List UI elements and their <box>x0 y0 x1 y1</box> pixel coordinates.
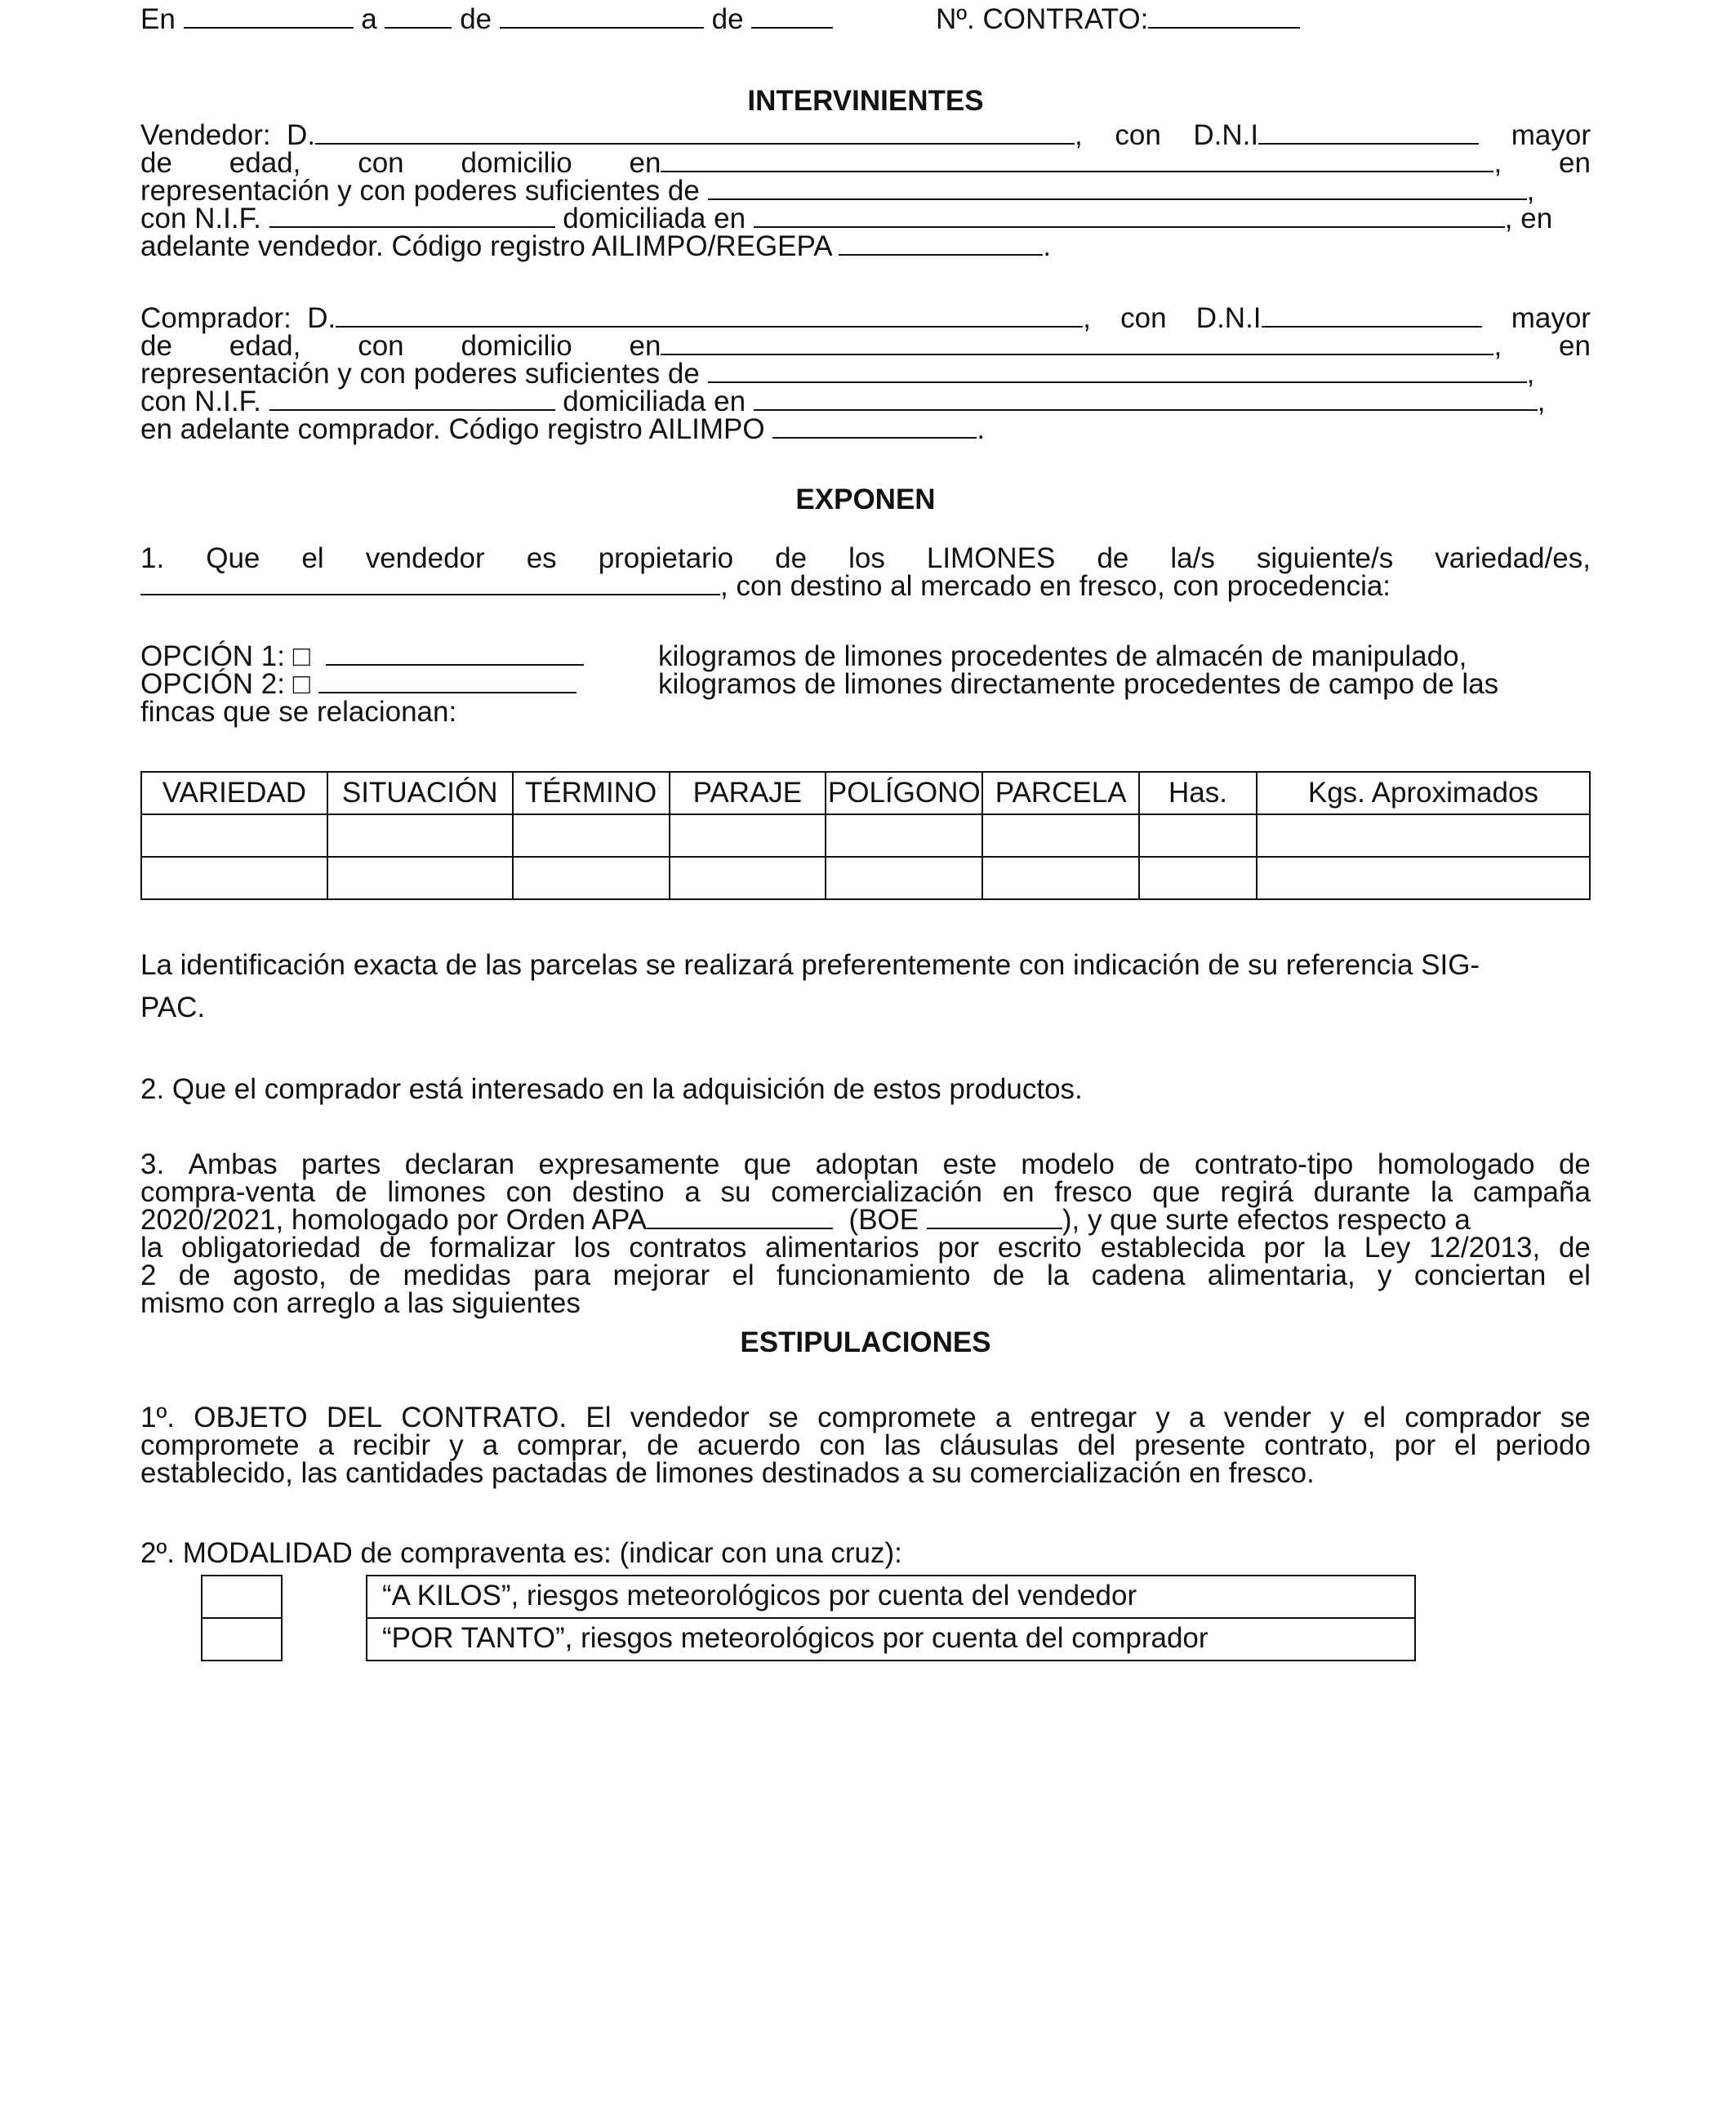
word: , en <box>1504 203 1553 234</box>
estipulacion-1-word: el <box>1453 1429 1477 1461</box>
column-header-situacion: SITUACIÓN <box>327 772 513 814</box>
contract-number-blank[interactable] <box>1148 6 1300 29</box>
exponen-p3-word: de <box>349 1259 381 1291</box>
exponen-p1-word: de <box>1097 542 1129 574</box>
exponen-p1-word: es <box>526 542 557 574</box>
exponen-p3-word: de <box>379 1232 412 1264</box>
estipulacion-1-word: se <box>768 1402 799 1433</box>
exponen-p3-word: partes <box>301 1148 381 1180</box>
date-month-name-blank[interactable] <box>500 6 704 29</box>
opcion-1-label-line <box>140 642 584 671</box>
exponen-p1-word: Que <box>206 542 260 574</box>
efectos-text: ), y que surte efectos respecto a <box>1062 1204 1471 1236</box>
estipulacion-1-word: periodo <box>1495 1429 1591 1461</box>
destino-text: , con destino al mercado en fresco, con procedencia: <box>720 570 1391 602</box>
exponen-p3-word: declaran <box>404 1148 515 1180</box>
comprador-line-1 <box>140 304 1591 333</box>
contract-number-label: Nº. CONTRATO: <box>936 3 1149 35</box>
exponen-p3-line-5 <box>140 1261 1591 1291</box>
exponen-p3-word: formalizar <box>430 1232 555 1264</box>
comprador-name-blank[interactable] <box>336 305 1083 328</box>
table-cell[interactable] <box>513 857 670 899</box>
exponen-p3-word: mejorar <box>612 1259 710 1291</box>
exponen-p3-word: para <box>533 1259 591 1291</box>
comprador-label: Comprador: <box>140 302 292 334</box>
exponen-p3-word: limones <box>387 1176 486 1208</box>
word: de <box>140 330 172 362</box>
representacion-text: representación y con poderes suficientes de <box>140 358 700 390</box>
exponen-p3-word: comercialización <box>771 1176 982 1208</box>
comprador-line-2 <box>140 332 1591 361</box>
exponen-p3-word: alimentarios <box>764 1232 919 1264</box>
representacion-text: representación y con poderes suficientes de <box>140 175 700 207</box>
header-de-2: de <box>711 3 744 35</box>
table-cell[interactable] <box>141 857 327 899</box>
exponen-p3-word: alimentaria, <box>1207 1259 1355 1291</box>
column-header-has: Has. <box>1139 772 1257 814</box>
exponen-p3-word: establecida <box>1100 1232 1245 1264</box>
sigpac-line-2: PAC. <box>140 992 206 1023</box>
comma: , <box>1075 119 1083 151</box>
exponen-p3-line-6: mismo con arreglo a las siguientes <box>140 1287 581 1319</box>
exponen-p1-word: el <box>301 542 324 574</box>
mayor-word: mayor <box>1511 119 1591 151</box>
exponen-p3-word: contrato-tipo <box>1194 1148 1354 1180</box>
table-cell[interactable] <box>670 814 826 857</box>
exponen-p1-word: LIMONES <box>926 542 1056 574</box>
vendedor-line-1 <box>140 121 1591 150</box>
word: con <box>358 147 404 179</box>
exponen-p3-word: por <box>937 1232 979 1264</box>
modalidad-a-kilos-label: “A KILOS”, riesgos meteorológicos por cuenta del vendedor <box>366 1575 1416 1619</box>
exponen-p1-word: la/s <box>1170 542 1215 574</box>
exponen-p1-word: variedad/es, <box>1435 542 1591 574</box>
modalidad-por-tanto-checkbox[interactable] <box>201 1617 283 1661</box>
header-de: de <box>460 3 492 35</box>
opcion-2-label-line <box>140 670 576 699</box>
comprador-registro-blank[interactable] <box>772 416 977 439</box>
opcion-1-kg-blank[interactable] <box>326 643 584 666</box>
table-cell[interactable] <box>1139 857 1257 899</box>
exponen-p1-word: de <box>775 542 808 574</box>
table-cell[interactable] <box>513 814 670 857</box>
word: en <box>629 330 661 362</box>
estipulacion-1-word: de <box>647 1429 679 1461</box>
vendedor-line-2 <box>140 149 1591 178</box>
estipulacion-1-line-2 <box>140 1431 1591 1460</box>
con-word: con <box>1115 119 1161 151</box>
vendedor-nif-blank[interactable] <box>269 205 555 228</box>
exponen-p3-line-3 <box>140 1206 1591 1235</box>
exponen-p3-word: funcionamiento <box>777 1259 971 1291</box>
exponen-p3-word: destino <box>572 1176 665 1208</box>
exponen-p3-word: el <box>732 1259 754 1291</box>
word: en <box>1559 147 1591 179</box>
estipulacion-1-word: DEL <box>326 1402 382 1433</box>
comprador-nif-blank[interactable] <box>269 388 555 411</box>
estipulacion-1-word: con <box>819 1429 866 1461</box>
estipulacion-1-word: recibir <box>352 1429 431 1461</box>
exponen-p3-word: 2 <box>140 1259 157 1291</box>
exponen-p3-word: adoptan <box>815 1148 919 1180</box>
vendedor-registro-blank[interactable] <box>839 233 1043 256</box>
exponen-p2: 2. Que el comprador está interesado en la adquisición de estos productos. <box>140 1073 1083 1105</box>
estipulacion-1-word: OBJETO <box>194 1402 308 1433</box>
comma: , <box>1493 330 1502 362</box>
table-cell[interactable] <box>1257 857 1590 899</box>
opcion-2-continuation: fincas que se relacionan: <box>140 696 457 728</box>
exponen-p3-word: conciertan <box>1413 1259 1547 1291</box>
variedades-blank[interactable] <box>140 573 720 595</box>
exponen-p1-word: 1. <box>140 542 165 574</box>
table-cell[interactable] <box>982 857 1139 899</box>
exponen-p3-line-2 <box>140 1178 1591 1207</box>
vendedor-line-5: adelante vendedor. Código registro AILIMPO/REGEPA . <box>140 230 1052 262</box>
exponen-p3-word: que <box>743 1148 792 1180</box>
exponen-p3-word: de <box>335 1176 367 1208</box>
exponen-p3-word: el <box>1568 1259 1591 1291</box>
exponen-p3-word: de <box>1138 1148 1171 1180</box>
estipulacion-1-word: comprador <box>1404 1402 1542 1433</box>
column-header-paraje: PARAJE <box>670 772 826 814</box>
contract-number <box>936 5 1300 34</box>
estipulacion-1-word: se <box>1560 1402 1591 1433</box>
comprador-line-5: en adelante comprador. Código registro AILIMPO . <box>140 413 986 445</box>
exponen-p3-word: por <box>1263 1232 1306 1264</box>
column-header-kgs: Kgs. Aproximados <box>1257 772 1590 814</box>
exponen-p3-line-1 <box>140 1150 1591 1179</box>
vendedor-line-3: representación y con poderes suficientes de , <box>140 175 1535 207</box>
mayor-word: mayor <box>1511 302 1591 334</box>
estipulacion-1-word: compromete <box>817 1402 977 1433</box>
exponen-p3-word: con <box>505 1176 553 1208</box>
vendedor-domicilio-blank[interactable] <box>661 149 1493 172</box>
modalidad-por-tanto-label: “POR TANTO”, riesgos meteorológicos por cuenta del comprador <box>366 1617 1416 1661</box>
vendedor-line-4 <box>140 204 1591 234</box>
word: en <box>1559 330 1591 362</box>
table-cell[interactable] <box>1139 814 1257 857</box>
opcion-1-label: OPCIÓN 1: □ <box>140 640 310 672</box>
exponen-p3-word: en <box>1002 1176 1035 1208</box>
opcion-2-text: kilogramos de limones directamente procedentes de campo de las <box>658 668 1499 700</box>
domiciliada-label: domiciliada en <box>563 386 746 417</box>
comma: , <box>1493 147 1502 179</box>
exponen-p3-word: su <box>720 1176 751 1208</box>
estipulacion-1-word: vendedor <box>630 1402 750 1433</box>
comprador-line-4: con N.I.F. domiciliada en , <box>140 386 1546 417</box>
modalidad-a-kilos-checkbox[interactable] <box>201 1575 283 1619</box>
table-cell[interactable] <box>826 857 982 899</box>
table-cell[interactable] <box>982 814 1139 857</box>
estipulacion-1-line-1 <box>140 1403 1591 1433</box>
estipulacion-1-word: vender <box>1223 1402 1311 1433</box>
exponen-p3-word: cadena <box>1091 1259 1186 1291</box>
estipulacion-1-word: CONTRATO. <box>401 1402 568 1433</box>
boe-blank[interactable] <box>927 1206 1062 1229</box>
table-cell[interactable] <box>1257 814 1590 857</box>
date-year-blank[interactable] <box>751 6 833 29</box>
exponen-p3-word: a <box>684 1176 701 1208</box>
table-cell[interactable] <box>141 814 327 857</box>
word: en <box>629 147 661 179</box>
date-day-blank[interactable] <box>184 6 354 29</box>
estipulacion-1-word: a <box>318 1429 334 1461</box>
exponen-p3-word: de <box>1558 1148 1591 1180</box>
exponen-p1-word: propietario <box>598 542 734 574</box>
estipulacion-1-word: las <box>884 1429 921 1461</box>
exponen-p3-word: 12/2013, <box>1428 1232 1541 1264</box>
table-cell[interactable] <box>327 857 513 899</box>
exponen-p3-word: de <box>178 1259 211 1291</box>
table-header-row <box>141 772 1590 814</box>
estipulacion-2: 2º. MODALIDAD de compraventa es: (indicar con una cruz): <box>140 1537 902 1569</box>
exponen-p3-word: medidas <box>403 1259 511 1291</box>
exponen-p3-word: de <box>1558 1232 1591 1264</box>
estipulacion-1-word: El <box>585 1402 612 1433</box>
exponen-p1-line-2 <box>140 572 1391 601</box>
boe-label: (BOE <box>848 1204 919 1236</box>
exponen-p3-word: campaña <box>1472 1176 1591 1208</box>
opcion-2-label: OPCIÓN 2: □ <box>140 668 310 700</box>
exponen-p3-word: contratos <box>629 1232 747 1264</box>
exponen-p3-word: los <box>573 1232 611 1264</box>
table-row <box>141 857 1590 899</box>
estipulacion-1-word: a <box>482 1429 499 1461</box>
parcelas-table <box>140 771 1591 900</box>
estipulacion-1-word: entregar <box>1030 1402 1137 1433</box>
comma: , <box>1083 302 1091 334</box>
exponen-p3-word: la <box>1431 1176 1453 1208</box>
exponen-p3-word: expresamente <box>538 1148 720 1180</box>
exponen-p3-word: y <box>1378 1259 1392 1291</box>
exponen-p3-word: Ambas <box>188 1148 278 1180</box>
vendedor-domiciliada-blank[interactable] <box>754 205 1505 228</box>
estipulacion-1-word: compromete <box>140 1429 300 1461</box>
date-month-blank[interactable] <box>385 6 452 29</box>
exponen-p3-word: escrito <box>997 1232 1082 1264</box>
estipulacion-1-word: presente <box>1134 1429 1246 1461</box>
dni-label: D.N.I <box>1195 302 1262 334</box>
header-a: a <box>361 3 377 35</box>
orden-apa-text: 2020/2021, homologado por Orden APA <box>140 1204 648 1236</box>
estipulacion-1-word: por <box>1394 1429 1436 1461</box>
estipulacion-1-word: el <box>1363 1402 1387 1433</box>
word: edad, <box>229 330 301 362</box>
nif-label: con N.I.F. <box>140 203 261 234</box>
section-title-exponen: EXPONEN <box>795 484 936 515</box>
exponen-p3-word: la <box>1323 1232 1347 1264</box>
section-title-intervinientes: INTERVINIENTES <box>747 85 984 117</box>
comprador-dni-blank[interactable] <box>1262 305 1482 328</box>
comprador-d-label: D. <box>307 302 336 334</box>
word: edad, <box>229 147 301 179</box>
orden-apa-blank[interactable] <box>647 1206 833 1229</box>
table-cell[interactable] <box>826 814 982 857</box>
vendedor-representacion-blank[interactable] <box>708 177 1527 200</box>
comprador-domicilio-blank[interactable] <box>661 332 1493 355</box>
exponen-p3-word: la <box>1047 1259 1070 1291</box>
domiciliada-label: domiciliada en <box>563 203 746 234</box>
nif-label: con N.I.F. <box>140 386 261 417</box>
column-header-termino: TÉRMINO <box>513 772 670 814</box>
exponen-p1-word: vendedor <box>365 542 485 574</box>
estipulacion-1-word: acuerdo <box>697 1429 801 1461</box>
estipulacion-1-word: a <box>995 1402 1012 1433</box>
word: domicilio <box>461 330 572 362</box>
opcion-2-kg-blank[interactable] <box>318 671 576 693</box>
exponen-p3-word: modelo <box>1021 1148 1115 1180</box>
sigpac-line-1: La identificación exacta de las parcelas se realizará preferentemente con indicación de su referencia SIG- <box>140 949 1480 981</box>
exponen-p3-word: que <box>1152 1176 1200 1208</box>
exponen-p3-word: la <box>140 1232 163 1264</box>
estipulacion-1-word: a <box>1189 1402 1205 1433</box>
exponen-p3-word: homologado <box>1377 1148 1535 1180</box>
vendedor-registro-text: adelante vendedor. Código registro AILIMPO/REGEPA <box>140 230 831 262</box>
estipulacion-1-word: y <box>449 1429 464 1461</box>
column-header-poligono: POLÍGONO <box>826 772 982 814</box>
exponen-p3-word: este <box>942 1148 997 1180</box>
table-cell[interactable] <box>670 857 826 899</box>
table-row <box>141 814 1590 857</box>
estipulacion-1-line-3: establecido, las cantidades pactadas de limones destinados a su comercialización en fresco. <box>140 1457 1315 1489</box>
estipulacion-1-word: del <box>1077 1429 1116 1461</box>
exponen-p3-word: durante <box>1313 1176 1411 1208</box>
estipulacion-1-word: cláusulas <box>939 1429 1059 1461</box>
estipulacion-1-word: 1º. <box>140 1402 175 1433</box>
comprador-domiciliada-blank[interactable] <box>754 388 1538 411</box>
column-header-parcela: PARCELA <box>982 772 1139 814</box>
vendedor-d-label: D. <box>287 119 316 151</box>
exponen-p1-line-1 <box>140 544 1591 573</box>
exponen-p3-word: 3. <box>140 1148 165 1180</box>
estipulacion-1-word: y <box>1155 1402 1170 1433</box>
exponen-p3-word: Ley <box>1364 1232 1411 1264</box>
estipulacion-1-word: y <box>1330 1402 1345 1433</box>
exponen-p3-word: obligatoriedad <box>181 1232 361 1264</box>
opcion-1-text: kilogramos de limones procedentes de almacén de manipulado, <box>658 640 1467 672</box>
comprador-representacion-blank[interactable] <box>708 360 1527 383</box>
exponen-p3-word: fresco <box>1054 1176 1133 1208</box>
table-cell[interactable] <box>327 814 513 857</box>
estipulacion-1-word: comprar, <box>517 1429 629 1461</box>
con-word: con <box>1120 302 1167 334</box>
exponen-p1-word: los <box>848 542 885 574</box>
header-en: En <box>140 3 176 35</box>
estipulacion-1-word: contrato, <box>1264 1429 1376 1461</box>
exponen-p1-word: siguiente/s <box>1256 542 1394 574</box>
vendedor-name-blank[interactable] <box>315 122 1075 145</box>
comprador-line-3: representación y con poderes suficientes de , <box>140 358 1535 390</box>
section-title-estipulaciones: ESTIPULACIONES <box>740 1326 991 1358</box>
word: domicilio <box>461 147 572 179</box>
header-line <box>140 5 833 34</box>
dni-label: D.N.I <box>1193 119 1259 151</box>
vendedor-dni-blank[interactable] <box>1258 122 1479 145</box>
exponen-p3-word: regirá <box>1220 1176 1293 1208</box>
comprador-registro-text: en adelante comprador. Código registro AILIMPO <box>140 413 765 445</box>
word: con <box>358 330 404 362</box>
column-header-variedad: VARIEDAD <box>141 772 327 814</box>
exponen-p3-line-4 <box>140 1233 1591 1263</box>
word: de <box>140 147 172 179</box>
exponen-p3-word: agosto, <box>233 1259 327 1291</box>
vendedor-label: Vendedor: <box>140 119 271 151</box>
exponen-p3-word: compra-venta <box>140 1176 315 1208</box>
exponen-p3-word: de <box>992 1259 1025 1291</box>
